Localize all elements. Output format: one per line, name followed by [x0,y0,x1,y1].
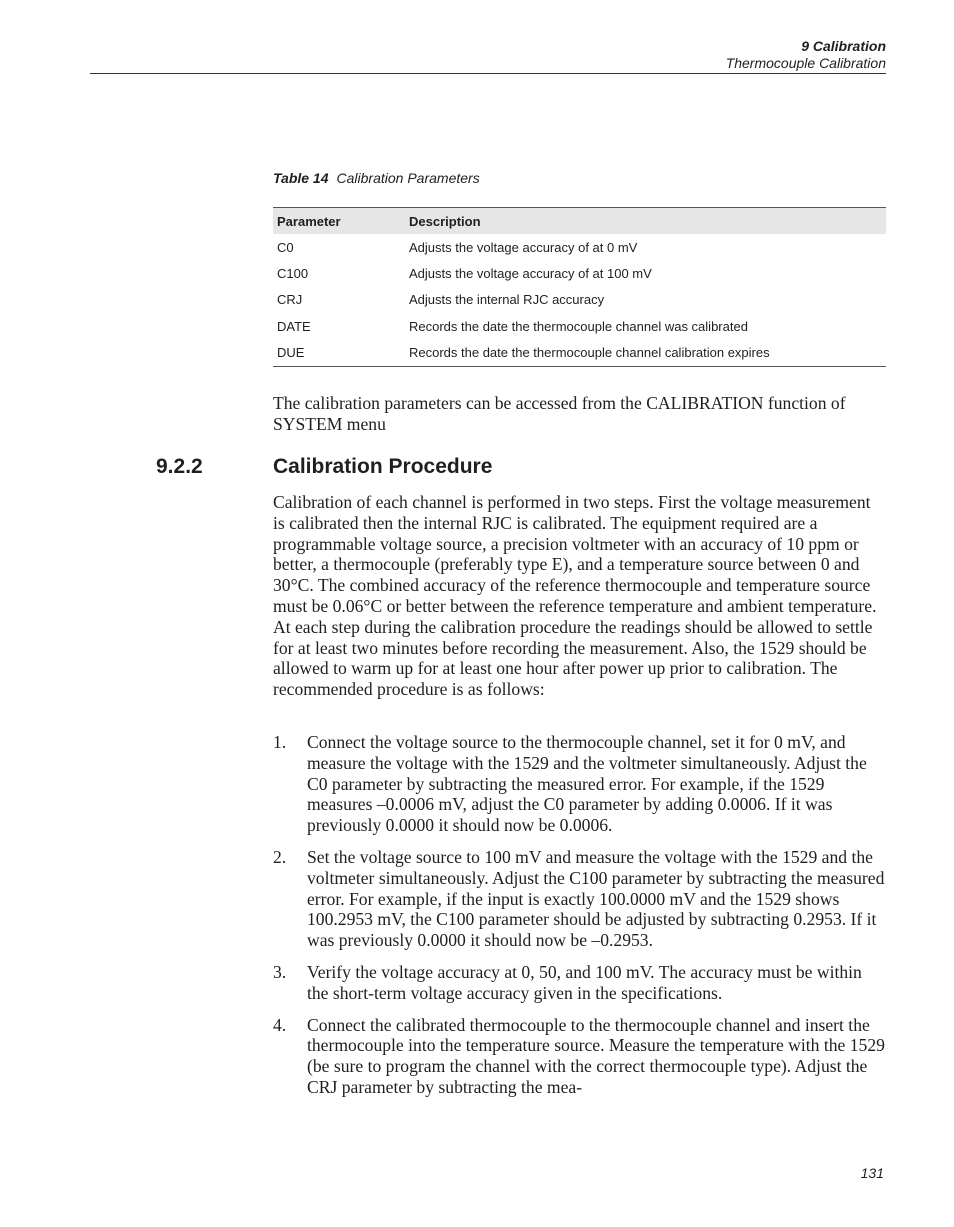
header-rule [90,73,886,74]
list-item [273,962,886,1004]
table-cell-parameter: DUE [273,340,405,367]
step-number: 2. [273,846,287,867]
column-header-description: Description [405,208,886,235]
list-item [273,847,886,951]
table-cell-parameter: C0 [277,239,294,255]
step-text: Connect the voltage source to the thermocouple channel, set it for 0 mV, and measure the voltage with the 1529 and the voltmeter simultaneously. Adjust the C0 parameter by subtracting the measured error. For example, if the 1529 measures –0.0006 mV, adjust the C0 parameter by adding 0.0006. If it was previously 0.0000 it should now be 0.0006. [307,732,867,836]
body-paragraph: Calibration of each channel is performed in two steps. First the voltage measurement is calibrated then the internal RJC is calibrated. The equipment required are a programmable voltage source, a precision voltmeter with an accuracy of 10 ppm or better, a thermocouple (preferably type E), and a temperature source between 0 and 30°C. The combined accuracy of the reference thermocouple and temperature source must be 0.06°C or better between the reference temperature and ambient temperature. At each step during the calibration procedure the readings should be allowed to settle for at least two minutes before recording the measurement. Also, the 1529 should be allowed to warm up for at least one hour after power up prior to calibration. The recommended procedure is as follows: [273,492,877,700]
table-cell-description: Records the date the thermocouple channel calibration expires [405,340,886,367]
table-row [273,313,886,339]
table-cell-description: Adjusts the voltage accuracy of at 100 mV [409,266,652,282]
header-chapter: 9 Calibration [801,38,886,54]
column-header-parameter: Parameter [273,208,405,235]
step-number: 3. [273,961,287,982]
section-title: Calibration Procedure [273,455,493,478]
table-row [273,260,886,286]
table-cell-parameter: CRJ [277,292,303,308]
page-number: 131 [860,1165,884,1181]
section-number: 9.2.2 [156,455,203,478]
intro-paragraph: The calibration parameters can be accessed from the CALIBRATION function of SYSTEM menu [273,393,846,434]
procedure-steps [273,732,886,1109]
list-item [273,732,886,836]
table-label: Table 14 [273,170,329,186]
running-header [726,38,886,72]
table-cell-description: Adjusts the internal RJC accuracy [409,292,605,308]
table-caption [273,170,480,186]
table-cell-parameter: C100 [277,266,309,282]
table-cell-description: Records the date the thermocouple channel was calibrated [409,318,748,334]
list-item [273,1015,886,1098]
table-header-row [273,208,886,235]
step-text: Set the voltage source to 100 mV and measure the voltage with the 1529 and the voltmeter simultaneously. Adjust the C100 parameter by subtracting the measured error. For example, if the input is exactly 100.0000 mV and the 1529 shows 100.2953 mV, the C100 parameter should be adjusted by subtracting 0.2953. If it was previously 0.0000 it should now be –0.2953. [307,846,885,951]
table-row [273,287,886,313]
table-row [273,234,886,260]
table-cell-parameter: DATE [277,318,311,334]
step-number: 4. [273,1014,287,1035]
step-text: Verify the voltage accuracy at 0, 50, and 100 mV. The accuracy must be within the short-term voltage accuracy given in the specifications. [307,961,862,1003]
step-number: 1. [273,732,287,752]
table-caption-text: Calibration Parameters [336,170,480,186]
table-row [273,340,886,367]
calibration-parameters-table [273,207,886,367]
step-text: Connect the calibrated thermocouple to the thermocouple channel and insert the thermocouple into the temperature source. Measure the temperature with the 1529 (be sure to program the channel with the correct thermocouple type). Adjust the CRJ parameter by subtracting the mea- [307,1014,885,1097]
header-section: Thermocouple Calibration [725,55,886,71]
table-cell-description: Adjusts the voltage accuracy of at 0 mV [409,239,638,255]
